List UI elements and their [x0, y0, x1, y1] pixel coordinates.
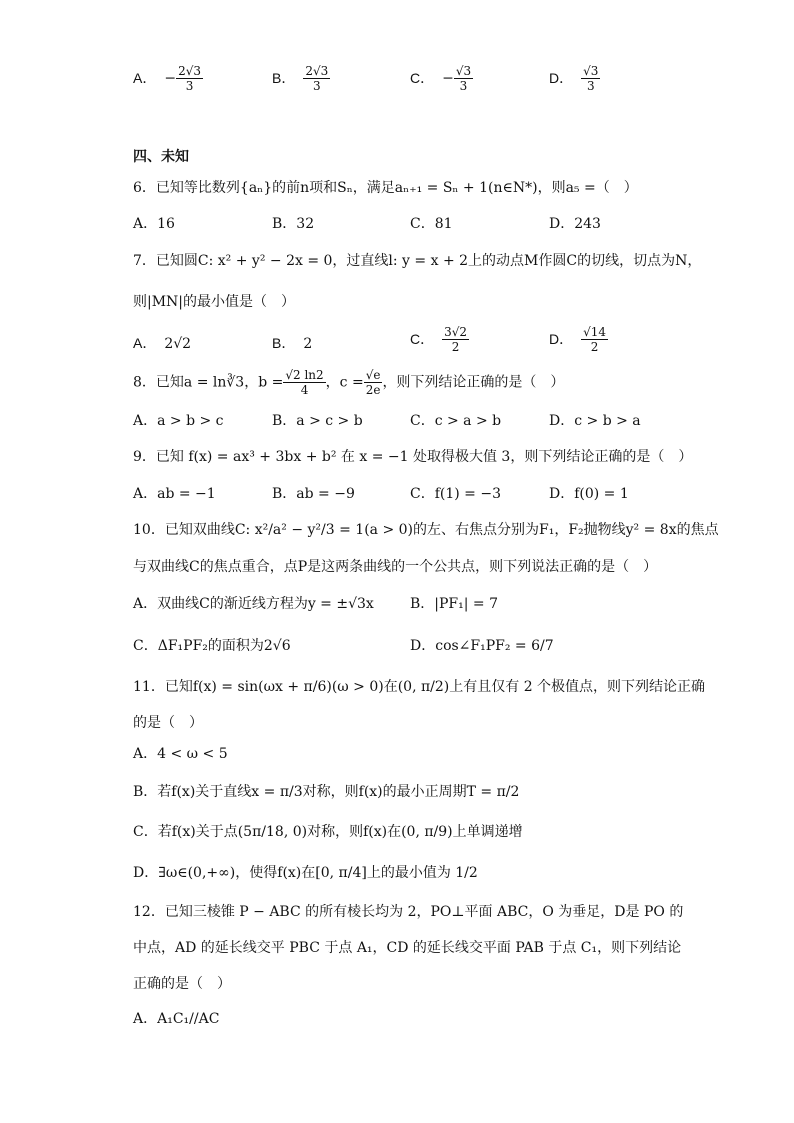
q12-stem-line2: 中点，AD 的延长线交平 PBC 于点 A₁，CD 的延长线交平面 PAB 于点 C₁，则下列结论 — [133, 940, 682, 956]
numerator: √e — [365, 368, 381, 382]
q10-option-b[interactable]: B．|PF₁| = 7 — [410, 596, 499, 612]
q9-option-b[interactable]: B．ab = −9 — [272, 486, 355, 502]
denominator: 3 — [459, 79, 468, 93]
q8-option-d[interactable]: D．c > b > a — [549, 413, 641, 429]
q6-option-d[interactable]: D．243 — [549, 216, 601, 232]
q7-stem-line1: 7．已知圆C: x² + y² − 2x = 0，过直线l: y = x + 2上的动点M作圆C的切线，切点为N， — [133, 253, 702, 269]
q11-option-c[interactable]: C．若f(x)关于点(5π/18, 0)对称，则f(x)在(0, π/9)上单调递增 — [133, 824, 523, 840]
q8-stem — [133, 368, 564, 397]
fraction — [581, 64, 600, 93]
option-label: C． — [410, 69, 435, 86]
q5-option-d[interactable] — [549, 64, 600, 93]
q5-option-b[interactable] — [272, 64, 330, 93]
numerator: √14 — [583, 325, 607, 339]
fraction — [303, 64, 330, 93]
q12-stem-line1: 12．已知三棱锥 P − ABC 的所有棱长均为 2，PO⊥平面 ABC，O 为垂足，D是 PO 的 — [133, 904, 684, 920]
q5-option-c[interactable] — [410, 64, 473, 93]
q6-option-b[interactable]: B．32 — [272, 216, 315, 232]
numerator: √3 — [455, 64, 472, 78]
denominator: 3 — [586, 79, 595, 93]
option-text: 2√2 — [164, 336, 192, 352]
q11-stem-line2: 的是（ ） — [133, 715, 203, 731]
q9-stem: 9．已知 f(x) = ax³ + 3bx + b² 在 x = −1 处取得极大值 3，则下列结论正确的是（ ） — [133, 449, 693, 465]
denominator: 3 — [312, 79, 321, 93]
minus-sign: − — [164, 70, 177, 87]
denominator: 3 — [185, 79, 194, 93]
q9-option-d[interactable]: D．f(0) = 1 — [549, 486, 629, 502]
numerator: 2√3 — [305, 64, 329, 78]
option-text: 2 — [303, 336, 313, 352]
q6-option-a[interactable]: A．16 — [133, 216, 175, 232]
q7-option-a[interactable] — [133, 333, 191, 353]
q6-stem: 6．已知等比数列{aₙ}的前n项和Sₙ，满足aₙ₊₁ = Sₙ + 1(n∈N*)，则a₅ =（ ） — [133, 180, 638, 196]
q11-stem-line1: 11．已知f(x) = sin(ωx + π/6)(ω > 0)在(0, π/2)上有且仅有 2 个极值点，则下列结论正确 — [133, 679, 706, 695]
option-label: A． — [133, 335, 157, 351]
fraction — [176, 64, 203, 93]
q5-option-a[interactable] — [133, 64, 203, 93]
q11-option-a[interactable]: A．4 < ω < 5 — [133, 746, 228, 762]
q9-option-c[interactable]: C．f(1) = −3 — [410, 486, 501, 502]
option-label: C． — [410, 330, 435, 347]
q10-option-d[interactable]: D．cos∠F₁PF₂ = 6/7 — [410, 638, 554, 654]
minus-sign: − — [442, 70, 454, 87]
fraction-c — [364, 368, 383, 397]
q7-option-d[interactable] — [549, 325, 608, 354]
fraction — [442, 325, 469, 354]
denominator: 2e — [365, 383, 381, 397]
fraction — [454, 64, 473, 93]
option-label: D． — [549, 69, 574, 86]
fraction — [581, 325, 608, 354]
q8-option-a[interactable]: A．a > b > c — [133, 413, 224, 429]
q12-option-a[interactable]: A．A₁C₁//AC — [133, 1011, 220, 1027]
q11-option-b[interactable]: B．若f(x)关于直线x = π/3对称，则f(x)的最小正周期T = π/2 — [133, 784, 520, 800]
q7-option-c[interactable] — [410, 325, 469, 354]
q8-option-c[interactable]: C．c > a > b — [410, 413, 502, 429]
q7-stem-line2: 则|MN|的最小值是（ ） — [133, 294, 296, 310]
option-label: B． — [272, 69, 296, 86]
numerator: 3√2 — [444, 325, 468, 339]
q10-option-a[interactable]: A．双曲线C的渐近线方程为y = ±√3x — [133, 596, 374, 612]
option-label: D． — [549, 330, 574, 347]
option-label: A． — [133, 69, 157, 86]
q10-stem-line1: 10．已知双曲线C: x²/a² − y²/3 = 1(a > 0)的左、右焦点分别为F₁，F₂抛物线y² = 8x的焦点 — [133, 522, 719, 538]
q10-option-c[interactable]: C．ΔF₁PF₂的面积为2√6 — [133, 638, 291, 654]
q6-option-c[interactable]: C．81 — [410, 216, 453, 232]
denominator: 4 — [300, 383, 309, 397]
q8-stem-prefix: 8．已知a = ln∛3，b = — [133, 374, 284, 391]
q8-option-b[interactable]: B．a > c > b — [272, 413, 363, 429]
denominator: 2 — [590, 340, 599, 354]
q12-stem-line3: 正确的是（ ） — [133, 976, 231, 992]
fraction-b — [283, 368, 325, 397]
q8-stem-mid: ，c = — [325, 374, 364, 391]
section-title: 四、未知 — [133, 148, 189, 164]
q11-option-d[interactable]: D．∃ω∈(0,+∞)，使得f(x)在[0, π/4]上的最小值为 1/2 — [133, 865, 478, 881]
q10-stem-line2: 与双曲线C的焦点重合，点P是这两条曲线的一个公共点，则下列说法正确的是（ ） — [133, 559, 658, 575]
q7-option-b[interactable] — [272, 333, 312, 353]
denominator: 2 — [451, 340, 460, 354]
option-label: B． — [272, 335, 296, 351]
numerator: 2√3 — [178, 64, 201, 78]
q8-stem-suffix: ，则下列结论正确的是（ ） — [382, 374, 565, 391]
q9-option-a[interactable]: A．ab = −1 — [133, 486, 216, 502]
numerator: √3 — [583, 64, 599, 78]
numerator: √2 ln2 — [285, 368, 324, 382]
